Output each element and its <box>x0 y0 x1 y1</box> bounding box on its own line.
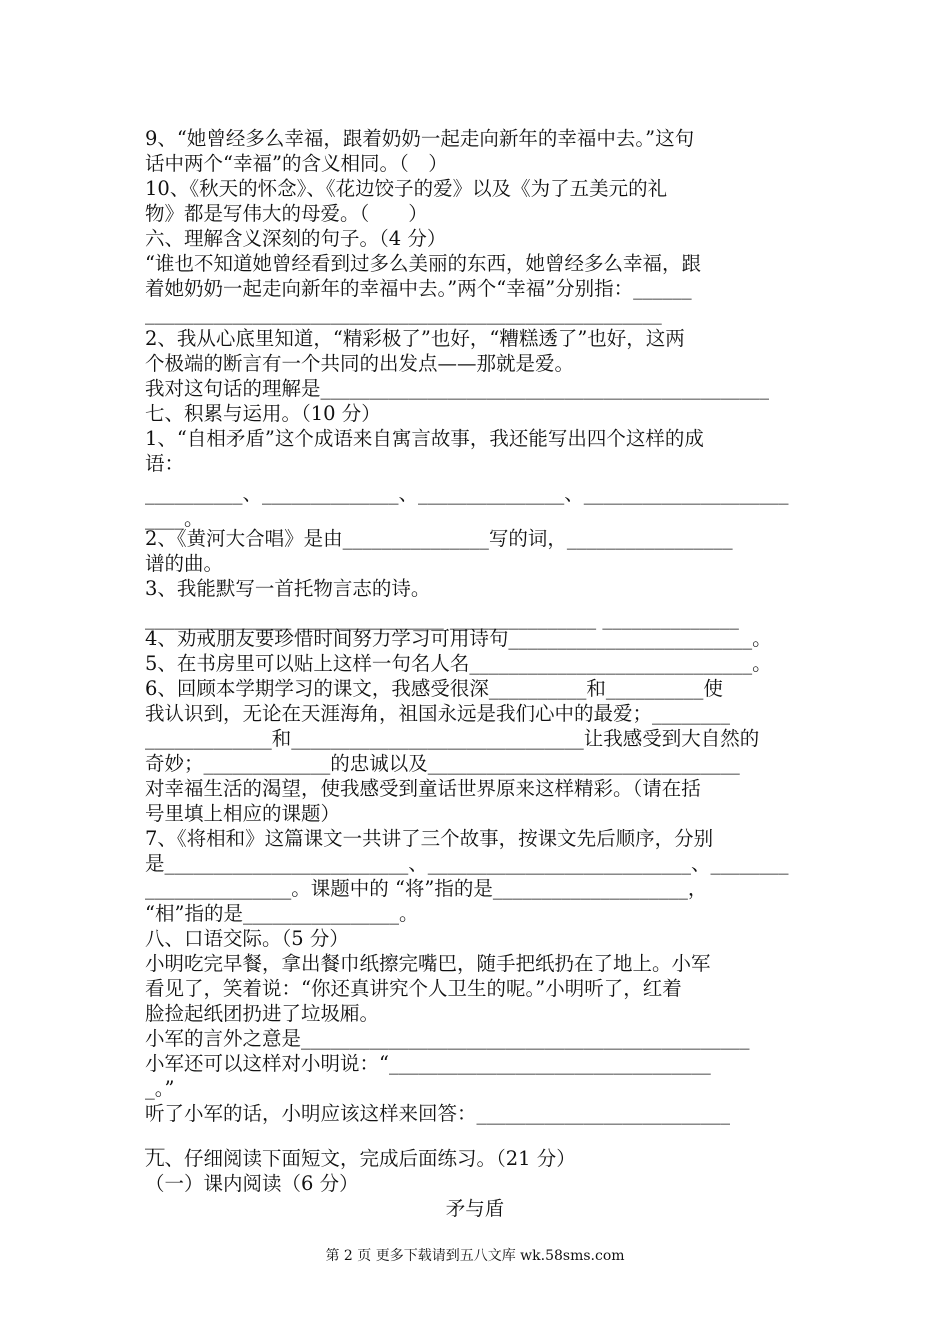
section-heading: 八、口语交际。（5 分） <box>145 927 349 950</box>
text-line: 2、我从心底里知道，“精彩极了”也好，“糟糕透了”也好，这两 <box>145 327 685 350</box>
answer-blank: _______________ _______________ _______________ ______________ <box>145 607 739 630</box>
text-line: 听了小军的话，小明应该这样来回答：__________________________ <box>145 1102 731 1125</box>
text-line: 1、“自相矛盾”这个成语来自寓言故事，我还能写出四个这样的成 <box>145 427 704 450</box>
answer-blank: _____________________________________________________ <box>145 302 662 325</box>
section-heading: 六、理解含义深刻的句子。（4 分） <box>145 227 447 250</box>
text-line: 个极端的断言有一个共同的出发点——那就是爱。 <box>145 352 575 375</box>
passage-title: 矛与盾 <box>445 1197 505 1220</box>
text-line: 10、《秋天的怀念》、《花边饺子的爱》以及《为了五美元的礼 <box>145 177 668 200</box>
text-line: 对幸福生活的渴望，使我感受到童话世界原来这样精彩。（请在括 <box>145 777 701 800</box>
answer-blank: __________、______________、_______________、_____________________ <box>145 482 789 505</box>
text-line: 着她奶奶一起走向新年的幸福中去。”两个“幸福”分别指：______ <box>145 277 692 300</box>
subsection-heading: （一）课内阅读（6 分） <box>145 1172 359 1195</box>
text-line: “谁也不知道她曾经看到过多么美丽的东西，她曾经多么幸福，跟 <box>145 252 701 275</box>
text-line: _____________和______________________________让我感受到大自然的 <box>145 727 760 750</box>
section-heading: 九、仔细阅读下面短文，完成后面练习。（21 分） <box>145 1147 576 1170</box>
page-footer: 第 2 页 更多下载请到五八文库 wk.58sms.com <box>325 1248 625 1264</box>
text-line: 小明吃完早餐，拿出餐巾纸擦完嘴巴，随手把纸扔在了地上。小军 <box>145 952 711 975</box>
text-line: 我对这句话的理解是______________________________________________ <box>145 377 770 400</box>
text-line: 话中两个“幸福”的含义相同。（ ） <box>145 152 448 175</box>
text-line: 谱的曲。 <box>145 552 224 575</box>
text-line: 小军还可以这样对小明说：“_________________________________ <box>145 1052 711 1075</box>
text-line: 是_________________________、___________________________、________ <box>145 852 789 875</box>
text-line: 脸捡起纸团扔进了垃圾厢。 <box>145 1002 380 1025</box>
text-line: 2、《黄河大合唱》是由_______________写的词，_________________ <box>145 527 733 550</box>
text-line: 看见了，笑着说：“你还真讲究个人卫生的呢。”小明听了，红着 <box>145 977 682 1000</box>
text-line: “相”指的是________________。 <box>145 902 419 925</box>
text-line: 奇妙；_____________的忠诚以及________________________________ <box>145 752 740 775</box>
text-line: 我认识到，无论在天涯海角，祖国永远是我们心中的最爱；________ <box>145 702 731 725</box>
answer-blank: ____。 <box>145 507 204 530</box>
text-line: 4、劝戒朋友要珍惜时间努力学习可用诗句_________________________。 <box>145 627 772 650</box>
text-line: 9、“她曾经多么幸福，跟着奶奶一起走向新年的幸福中去。”这句 <box>145 127 695 150</box>
text-line: 物》都是写伟大的母爱。（ ） <box>145 202 428 225</box>
text-line: _。” <box>145 1077 175 1100</box>
text-line: 5、在书房里可以贴上这样一句名人名_____________________________。 <box>145 652 772 675</box>
section-heading: 七、积累与运用。（10 分） <box>145 402 381 425</box>
text-line: 语： <box>145 452 185 475</box>
text-line: 号里填上相应的课题） <box>145 802 341 825</box>
text-line: 7、《将相和》这篇课文一共讲了三个故事，按课文先后顺序，分别 <box>145 827 714 850</box>
answer-blank: __ <box>145 1127 165 1150</box>
text-line: 6、回顾本学期学习的课文，我感受很深__________和__________使 <box>145 677 723 700</box>
text-line: 小军的言外之意是______________________________________________ <box>145 1027 750 1050</box>
text-line: _______________。课题中的 “将”指的是____________________， <box>145 877 708 900</box>
text-line: 3、我能默写一首托物言志的诗。 <box>145 577 431 600</box>
